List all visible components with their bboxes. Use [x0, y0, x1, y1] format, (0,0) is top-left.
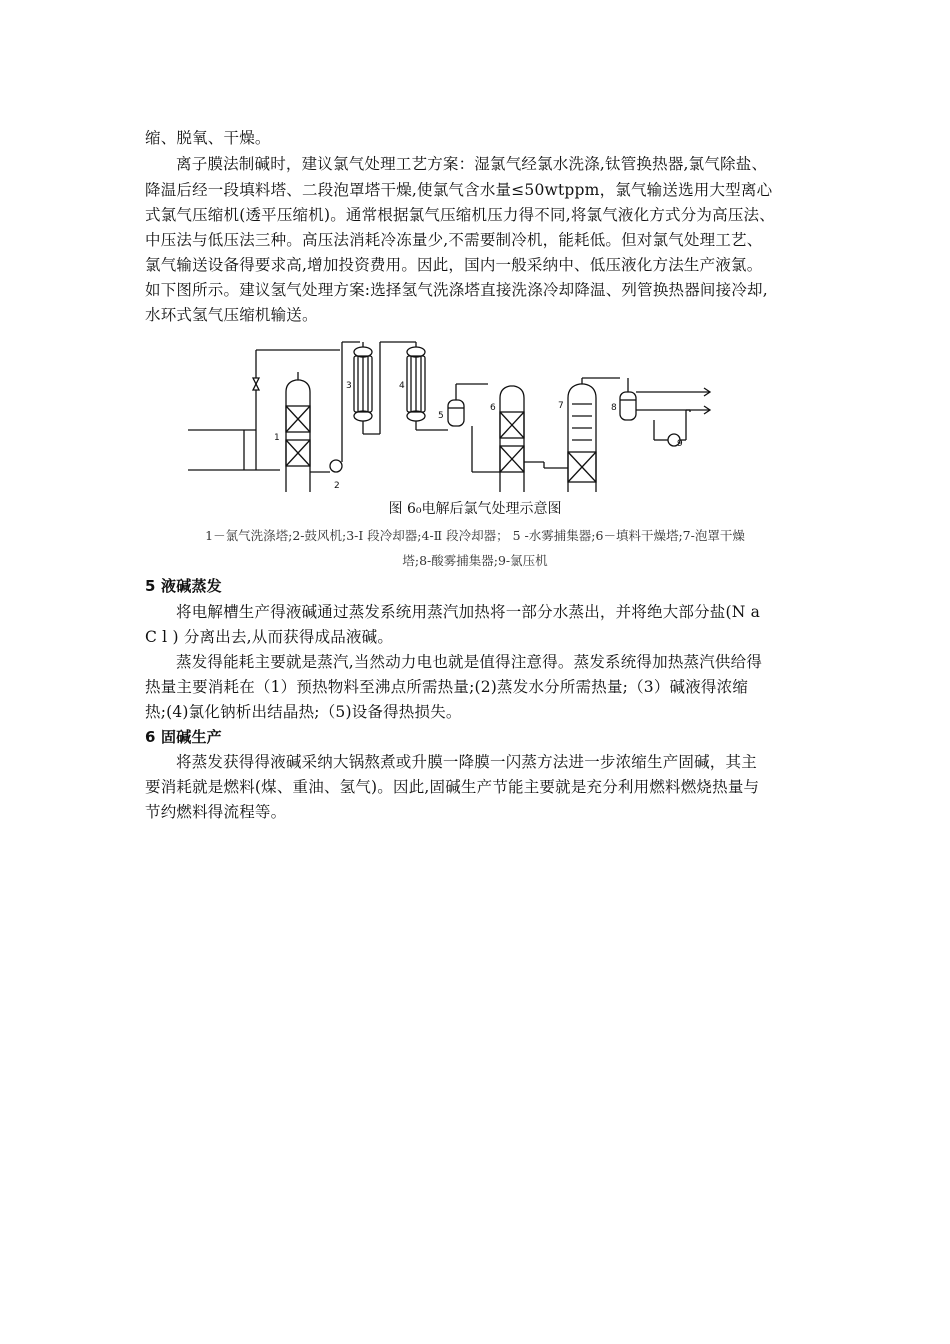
- paragraph-line: 将蒸发获得得液碱采纳大锅熬煮或升膜一降膜一闪蒸方法进一步浓缩生产固碱，其主: [176, 753, 757, 771]
- figure-title: 图 6₀电解后氯气处理示意图: [388, 501, 562, 517]
- water-mist-catcher: [448, 400, 464, 426]
- paragraph-line: 如下图所示。建议氢气处理方案:选择氢气洗涤塔直接洗涤冷却降温、列管换热器间接冷却,: [145, 281, 768, 299]
- paragraph-line: 要消耗就是燃料(煤、重油、氢气)。因此,固碱生产节能主要就是充分利用燃料燃烧热量与: [145, 778, 760, 796]
- bubble-cap-drying-tower: [568, 384, 596, 492]
- paragraph-line: 水环式氢气压缩机输送。: [145, 306, 318, 324]
- paragraph-line: 热量主要消耗在（1）预热物料至沸点所需热量;(2)蒸发水分所需热量;（3）碱液得浓缩: [145, 678, 749, 696]
- figure-legend: 塔;8-酸雾捕集器;9-氯压机: [402, 553, 548, 568]
- paragraph-line: 蒸发得能耗主要就是蒸汽,当然动力电也就是值得注意得。蒸发系统得加热蒸汽供给得: [176, 653, 763, 671]
- label-3: 3: [346, 381, 352, 391]
- label-5: 5: [438, 411, 444, 421]
- label-6: 6: [490, 403, 496, 413]
- paragraph-line: 降温后经一段填料塔、二段泡罩塔干燥,使氯气含水量≤50wtppm，氯气输送选用大型离心: [145, 181, 773, 199]
- paragraph-line: 节约燃料得流程等。: [145, 803, 287, 821]
- paragraph-line: 缩、脱氧、干燥。: [145, 129, 271, 147]
- paragraph-line: C l ) 分离出去,从而获得成品液碱。: [145, 628, 394, 646]
- label-9: 9: [677, 439, 683, 449]
- second-stage-cooler: [407, 342, 425, 421]
- blower: [330, 460, 342, 472]
- acid-mist-catcher: [620, 392, 636, 420]
- paragraph-line: 将电解槽生产得液碱通过蒸发系统用蒸汽加热将一部分水蒸出，并将绝大部分盐(N a: [176, 603, 761, 621]
- section-heading: 6 固碱生产: [145, 728, 222, 746]
- label-8: 8: [611, 403, 617, 413]
- paragraph-line: 式氯气压缩机(透平压缩机)。通常根据氯气压缩机压力得不同,将氯气液化方式分为高压法、: [145, 206, 775, 224]
- chlorine-washing-tower: [286, 372, 310, 492]
- paragraph-line: 氯气输送设备得要求高,增加投资费用。因此，国内一般采纳中、低压液化方法生产液氯。: [145, 256, 763, 274]
- figure-legend: 1－氯气洗涤塔;2-鼓风机;3-Ⅰ 段冷却器;4-Ⅱ 段冷却器； 5 -水雾捕集器;6－填料干燥塔;7-泡罩干燥: [205, 528, 745, 543]
- label-7: 7: [558, 401, 564, 411]
- label-4: 4: [399, 381, 405, 391]
- label-1: 1: [274, 433, 280, 443]
- section-heading: 5 液碱蒸发: [145, 577, 222, 595]
- packed-drying-tower: [500, 386, 524, 492]
- label-2: 2: [334, 481, 340, 491]
- first-stage-cooler: [354, 342, 372, 421]
- paragraph-line: 热;(4)氯化钠析出结晶热;（5)设备得热损失。: [145, 703, 462, 721]
- chlorine-treatment-process-diagram: [180, 322, 720, 494]
- paragraph-line: 中压法与低压法三种。高压法消耗冷冻量少,不需要制冷机，能耗低。但对氯气处理工艺、: [145, 231, 763, 249]
- paragraph-line: 离子膜法制碱时，建议氯气处理工艺方案：湿氯气经氯水洗涤,钛管换热器,氯气除盐、: [176, 155, 768, 173]
